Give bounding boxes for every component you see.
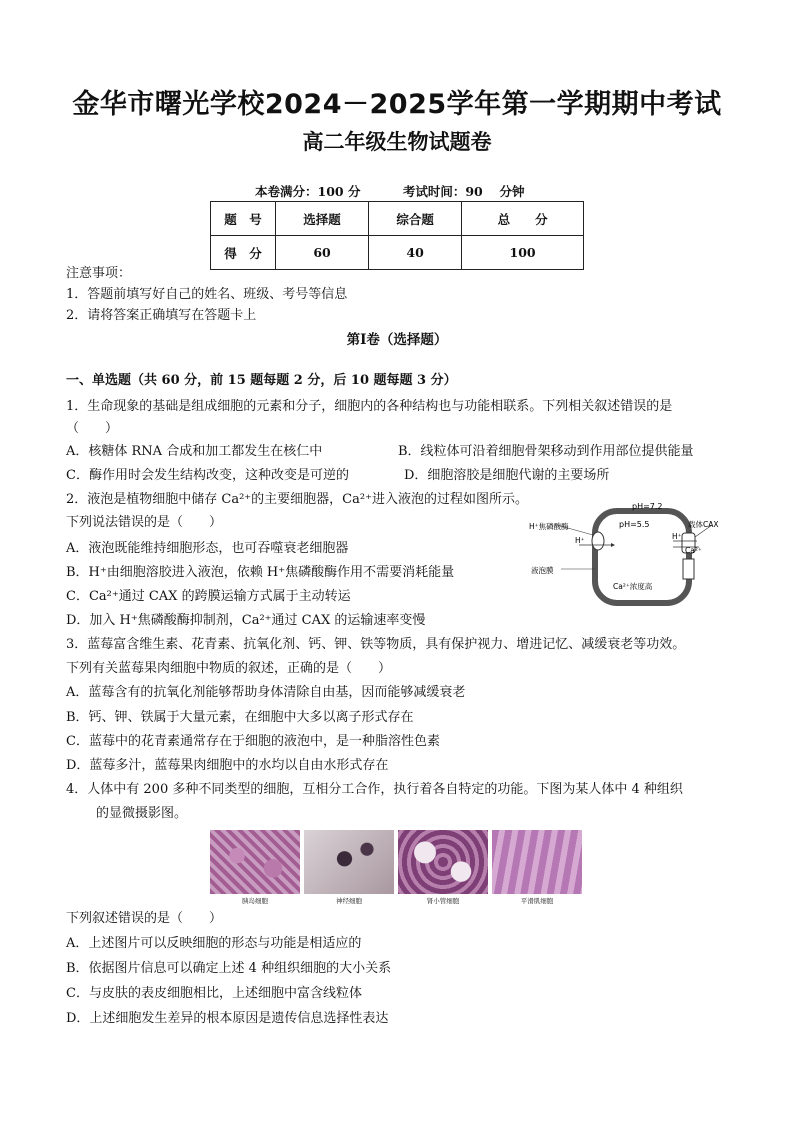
enzyme-label: H⁺焦磷酸酶: [529, 522, 569, 531]
q1-paren: （ ）: [66, 421, 119, 436]
score-table-header-row: [211, 202, 584, 236]
score-cell: 选择题: [276, 202, 369, 236]
q4-stem: 4．人体中有 200 多种不同类型的细胞，互相分工合作，执行着各自特定的功能。下图为某人体中 4 种组织: [66, 782, 683, 797]
membrane-label: 液泡膜: [531, 566, 554, 575]
ph-inside-label: pH=5.5: [619, 520, 650, 529]
h-right-label: H⁺: [672, 532, 682, 541]
score-cell: 40: [369, 236, 462, 270]
q4-option-c: C．与皮肤的表皮细胞相比，上述细胞中富含线粒体: [66, 986, 362, 1001]
exam-subtitle: 高二年级生物试题卷: [302, 130, 492, 154]
micrograph-strip: [210, 830, 582, 906]
q2-option-a: A．液泡既能维持细胞形态，也可吞噬衰老细胞器: [66, 541, 349, 556]
score-cell: 综合题: [369, 202, 462, 236]
score-cell: 总 分: [462, 202, 584, 236]
ca-label: Ca²⁺: [685, 546, 702, 555]
ph-outside-label: pH=7.2: [632, 503, 663, 511]
q3-stem: 3．蓝莓富含维生素、花青素、抗氧化剂、钙、钾、铁等物质，具有保护视力、增进记忆、减缓衰老等功效。: [66, 637, 686, 652]
q4-option-a: A．上述图片可以反映细胞的形态与功能是相适应的: [66, 936, 362, 951]
note-item: 1．答题前填写好自己的姓名、班级、考号等信息: [66, 287, 348, 302]
q4-ask: 下列叙述错误的是（ ）: [66, 911, 223, 926]
caption-kidney: 肾小管细胞: [426, 897, 460, 905]
nerve-cell-image: [304, 830, 394, 894]
ca-high-label: Ca²⁺浓度高: [613, 582, 653, 591]
carrier-label: 载体CAX: [688, 520, 719, 529]
q1-option-a: A．核糖体 RNA 合成和加工都发生在核仁中: [66, 444, 323, 459]
score-table-value-row: [211, 236, 584, 270]
q2-option-c: C．Ca²⁺通过 CAX 的跨膜运输方式属于主动转运: [66, 589, 351, 604]
notes-heading: 注意事项：: [66, 266, 132, 281]
exam-meta: [255, 182, 563, 200]
score-cell: 得 分: [211, 236, 276, 270]
exam-time: 考试时间：90 分钟: [402, 184, 525, 199]
score-cell: 100: [462, 236, 584, 270]
q3-option-a: A．蓝莓含有的抗氧化剂能够帮助身体清除自由基，因而能够减缓衰老: [66, 685, 466, 700]
score-table: [210, 201, 584, 270]
exam-title: 金华市曙光学校2024－2025学年第一学期期中考试: [72, 89, 722, 120]
islet-cell-image: [210, 830, 300, 894]
q3-option-d: D．蓝莓多汁，蓝莓果肉细胞中的水均以自由水形式存在: [66, 758, 389, 773]
h-pump-icon: [592, 532, 604, 550]
vacuole-diagram: [527, 503, 742, 613]
smooth-muscle-image: [492, 830, 582, 894]
kidney-tubule-image: [398, 830, 488, 894]
caption-islet: 胰岛细胞: [242, 897, 268, 905]
channel-icon: [683, 559, 694, 579]
note-item: 2．请将答案正确填写在答题卡上: [66, 308, 257, 323]
q4-option-b: B．依据图片信息可以确定上述 4 种组织细胞的大小关系: [66, 961, 392, 976]
q4-stem-cont: 的显微摄影图。: [96, 806, 188, 821]
section-title: 一、单选题（共 60 分，前 15 题每题 2 分，后 10 题每题 3 分）: [66, 373, 457, 388]
q1-option-b: B．线粒体可沿着细胞骨架移动到作用部位提供能量: [398, 444, 694, 459]
q3-option-c: C．蓝莓中的花青素通常存在于细胞的液泡中，是一种脂溶性色素: [66, 734, 440, 749]
part-title: 第Ⅰ卷（选择题）: [346, 332, 448, 348]
q4-option-d: D．上述细胞发生差异的根本原因是遗传信息选择性表达: [66, 1011, 389, 1026]
q3-ask: 下列有关蓝莓果肉细胞中物质的叙述，正确的是（ ）: [66, 661, 392, 676]
caption-nerve: 神经细胞: [336, 897, 362, 905]
q2-option-b: B．H⁺由细胞溶胶进入液泡，依赖 H⁺焦磷酸酶作用不需要消耗能量: [66, 565, 455, 580]
h-left-label: H⁺: [575, 536, 585, 545]
score-cell: 题 号: [211, 202, 276, 236]
q1-option-c: C．酶作用时会发生结构改变，这种改变是可逆的: [66, 468, 349, 483]
q1-option-d: D．细胞溶胶是细胞代谢的主要场所: [404, 468, 610, 483]
q3-option-b: B．钙、钾、铁属于大量元素，在细胞中大多以离子形式存在: [66, 710, 414, 725]
score-cell: 60: [276, 236, 369, 270]
q1-stem: 1．生命现象的基础是组成细胞的元素和分子，细胞内的各种结构也与功能相联系。下列相关叙述错误的是: [66, 399, 673, 414]
q2-ask: 下列说法错误的是（ ）: [66, 515, 223, 530]
caption-muscle: 平滑肌细胞: [520, 897, 554, 905]
q2-stem: 2．液泡是植物细胞中储存 Ca²⁺的主要细胞器，Ca²⁺进入液泡的过程如图所示。: [66, 492, 528, 507]
arrow-head-icon: [611, 543, 615, 547]
q2-option-d: D．加入 H⁺焦磷酸酶抑制剂，Ca²⁺通过 CAX 的运输速率变慢: [66, 613, 426, 628]
full-score: 本卷满分：100 分: [255, 184, 361, 199]
